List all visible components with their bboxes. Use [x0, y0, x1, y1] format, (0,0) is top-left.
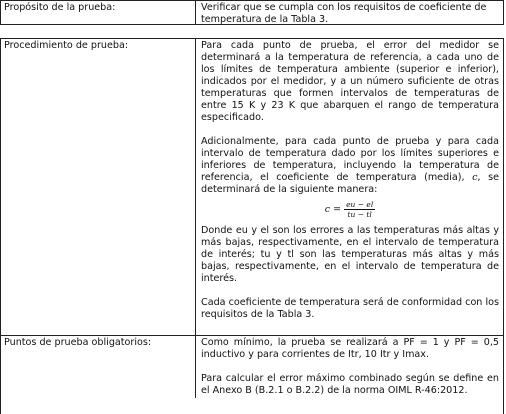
formula-numerator: eu − el [346, 200, 374, 209]
procedure-row [1, 39, 503, 336]
procedure-paragraph-3: Donde eu y el son los errores a las temperaturas más altas y más bajas, respectivamente, en el intervalo de temperatura de interés; tu y tl son las temperaturas más altas y más bajas, respectivamente, en el intervalo de temperatura de interés. [201, 225, 499, 284]
procedure-paragraph-4: Cada coeficiente de temperatura será de conformidad con los requisitos de la Tabla 3. [201, 297, 499, 320]
purpose-table [0, 0, 504, 25]
points-paragraph-1: Como mínimo, la prueba se realizará a PF = 1 y PF = 0,5 inductivo y para corrientes de Itr, 10 Itr y Imax. [201, 337, 499, 360]
temperature-coefficient-formula: c = $\frac{eu - el}{tu - tl}$ [324, 200, 374, 219]
points-row [1, 336, 503, 398]
procedure-table [0, 38, 504, 414]
procedure-label: Procedimiento de prueba: [4, 40, 129, 51]
purpose-label: Propósito de la prueba: [4, 2, 116, 13]
procedure-paragraph-2: Adicionalmente, para cada punto de prueba y para cada intervalo de temperatura dado por los límites superiores e inferiores de temperatura, incluyendo la temperatura de referencia, el coeficiente de temperatura (media), c, se determinará de la siguiente manera: [201, 136, 499, 195]
points-content [195, 336, 503, 398]
purpose-value: Verificar que se cumpla con los requisitos de coeficiente de temperatura de la Tabla 3. [195, 1, 503, 24]
points-paragraph-2: Para calcular el error máximo combinado según se define en el Anexo B (B.2.1 o B.2.2) de la norma OIML R-46:2012. [201, 373, 499, 396]
procedure-paragraph-1: Para cada punto de prueba, el error del medidor se determinará a la temperatura de referencia, a cada uno de los límites de temperatura ambiente (superior e inferior), indicados por el medidor, y a un número suficiente de otras temperaturas que formen intervalos de temperaturas de entre 15 K y 23 K que abarquen el rango de temperatura especificado. [201, 40, 499, 123]
points-label: Puntos de prueba obligatorios: [4, 337, 152, 348]
procedure-content [195, 39, 503, 335]
formula-denominator: tu − tl [347, 210, 372, 219]
